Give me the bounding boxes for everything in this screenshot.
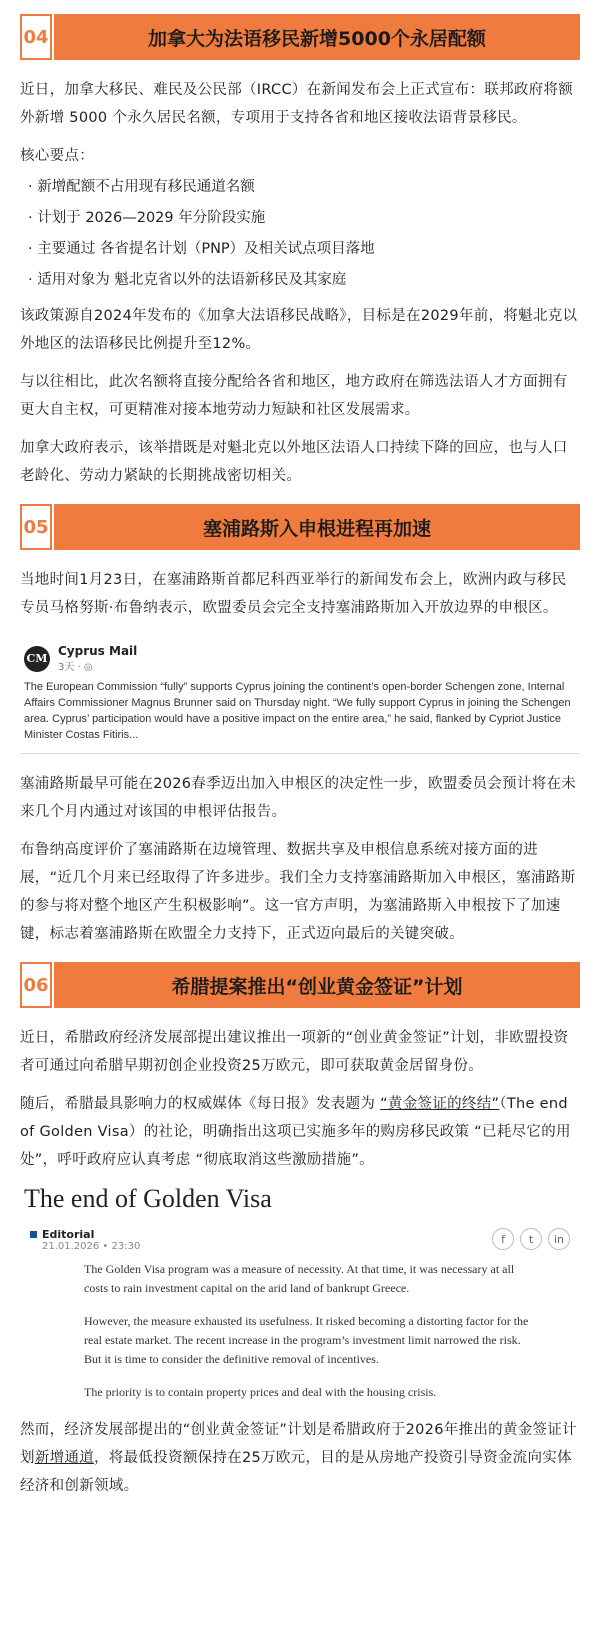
section-number: 04: [20, 14, 52, 60]
paragraph: 布鲁纳高度评价了塞浦路斯在边境管理、数据共享及申根信息系统对接方面的进展，“近几个月来已经取得了许多进步。我们全力支持塞浦路斯加入申根区，塞浦路斯的参与将对整个地区产生积极影响”。这一官方声明，为塞浦路斯入申根按下了加速键，标志着塞浦路斯在欧盟全力支持下，正式迈向最后的关键突破。: [20, 842, 576, 942]
social-share: [492, 1228, 570, 1250]
new-channel-link[interactable]: 新增通道: [34, 1450, 95, 1466]
editorial-label: Editorial: [30, 1228, 140, 1241]
card-header: [24, 644, 576, 673]
paragraph: [20, 1090, 580, 1174]
editorial-link[interactable]: “黄金签证的终结”: [380, 1096, 500, 1112]
text: ，将最低投资额保持在25万欧元，目的是从房地产投资引导资金流向实体经济和创新领域。: [20, 1450, 572, 1494]
section-05-header: [20, 504, 580, 550]
section-title: 加拿大为法语移民新增5000个永居配额: [54, 14, 580, 60]
editorial-paragraph: The Golden Visa program was a measure of necessity. At that time, it was necessary at all costs to rain investment capital on the arid land of bankrupt Greece.: [84, 1262, 515, 1295]
card-body: The European Commission “fully” supports Cyprus joining the continent’s open-border Schengen zone, Internal Affairs Commissioner Magnus Brunner said on Thursday night. “We fully support Cyprus in joining the Schengen area. Cyprus’ participation would have a positive impact on the entire area,” he said, flanked by Cypriot Justice Minister Costas Fitiris...: [24, 681, 571, 741]
cyprus-mail-card[interactable]: [20, 636, 580, 754]
paragraph: 该政策源自2024年发布的《加拿大法语移民战略》，目标是在2029年前，将魁北克以外地区的法语移民比例提升至12%。: [20, 308, 578, 352]
text: 然而，经济发展部提出的“创业黄金签证”计划是希腊政府于2026年推出的黄金签证计划: [20, 1422, 577, 1466]
section-06-header: [20, 962, 580, 1008]
twitter-icon[interactable]: t: [520, 1228, 542, 1250]
text: （The end of Golden Visa）的社论，明确指出这项已实施多年的购房移民政策 “已耗尽它的用处”，呼吁政府应认真考虑 “彻底取消这些激励措施”。: [20, 1096, 571, 1168]
section-number: 05: [20, 504, 52, 550]
article: [20, 14, 580, 1500]
list-item: · 主要通过 各省提名计划（PNP）及相关试点项目落地: [20, 234, 580, 265]
paragraph: 近日，希腊政府经济发展部提出建议推出一项新的“创业黄金签证”计划，非欧盟投资者可通过向希腊早期初创企业投资25万欧元，即可获取黄金居留身份。: [20, 1030, 569, 1074]
editorial-date: 21.01.2026 • 23:30: [42, 1241, 141, 1252]
facebook-icon[interactable]: f: [492, 1228, 514, 1250]
editorial-paragraph: The priority is to contain property prices and deal with the housing crisis.: [84, 1385, 437, 1399]
key-points-label: 核心要点：: [20, 148, 94, 164]
linkedin-icon[interactable]: in: [548, 1228, 570, 1250]
paragraph: 塞浦路斯最早可能在2026春季迈出加入申根区的决定性一步，欧盟委员会预计将在未来几个月内通过对该国的申根评估报告。: [20, 776, 577, 820]
key-points-list: [20, 172, 580, 296]
cyprus-mail-logo: CM: [24, 646, 50, 672]
list-item: · 新增配额不占用现有移民通道名额: [20, 172, 580, 203]
paragraph: [20, 1416, 580, 1500]
editorial-paragraph: However, the measure exhausted its usefulness. It risked becoming a distorting factor for the real estate market. The recent increase in the program’s investment limit narrowed the risk. But it is time to consider the definitive removal of incentives.: [84, 1314, 529, 1366]
section-number: 06: [20, 962, 52, 1008]
editorial-body: [20, 1252, 580, 1402]
text: 随后，希腊最具影响力的权威媒体《每日报》发表题为: [20, 1096, 381, 1112]
paragraph: 与以往相比，此次名额将直接分配给各省和地区，地方政府在筛选法语人才方面拥有更大自主权，可更精准对接本地劳动力短缺和社区发展需求。: [20, 374, 568, 418]
post-meta: 3天 · ◎: [58, 662, 93, 673]
paragraph: 加拿大政府表示，该举措既是对魁北克以外地区法语人口持续下降的回应，也与人口老龄化、劳动力紧缺的长期挑战密切相关。: [20, 440, 568, 484]
editorial-meta-row: [20, 1228, 580, 1252]
publisher-name[interactable]: Cyprus Mail: [58, 644, 138, 658]
editorial-headline: The end of Golden Visa: [24, 1184, 272, 1213]
paragraph: 近日，加拿大移民、难民及公民部（IRCC）在新闻发布会上正式宣布：联邦政府将额外新增 5000 个永久居民名额，专项用于支持各省和地区接收法语背景移民。: [20, 82, 574, 126]
golden-visa-editorial: [20, 1184, 580, 1402]
section-title: 塞浦路斯入申根进程再加速: [54, 504, 580, 550]
list-item: · 适用对象为 魁北克省以外的法语新移民及其家庭: [20, 265, 580, 296]
square-icon: [30, 1231, 37, 1238]
section-04-header: [20, 14, 580, 60]
section-title: 希腊提案推出“创业黄金签证”计划: [54, 962, 580, 1008]
list-item: · 计划于 2026—2029 年分阶段实施: [20, 203, 580, 234]
paragraph: 当地时间1月23日，在塞浦路斯首都尼科西亚举行的新闻发布会上，欧洲内政与移民专员马格努斯·布鲁纳表示，欧盟委员会完全支持塞浦路斯加入开放边界的申根区。: [20, 572, 567, 616]
